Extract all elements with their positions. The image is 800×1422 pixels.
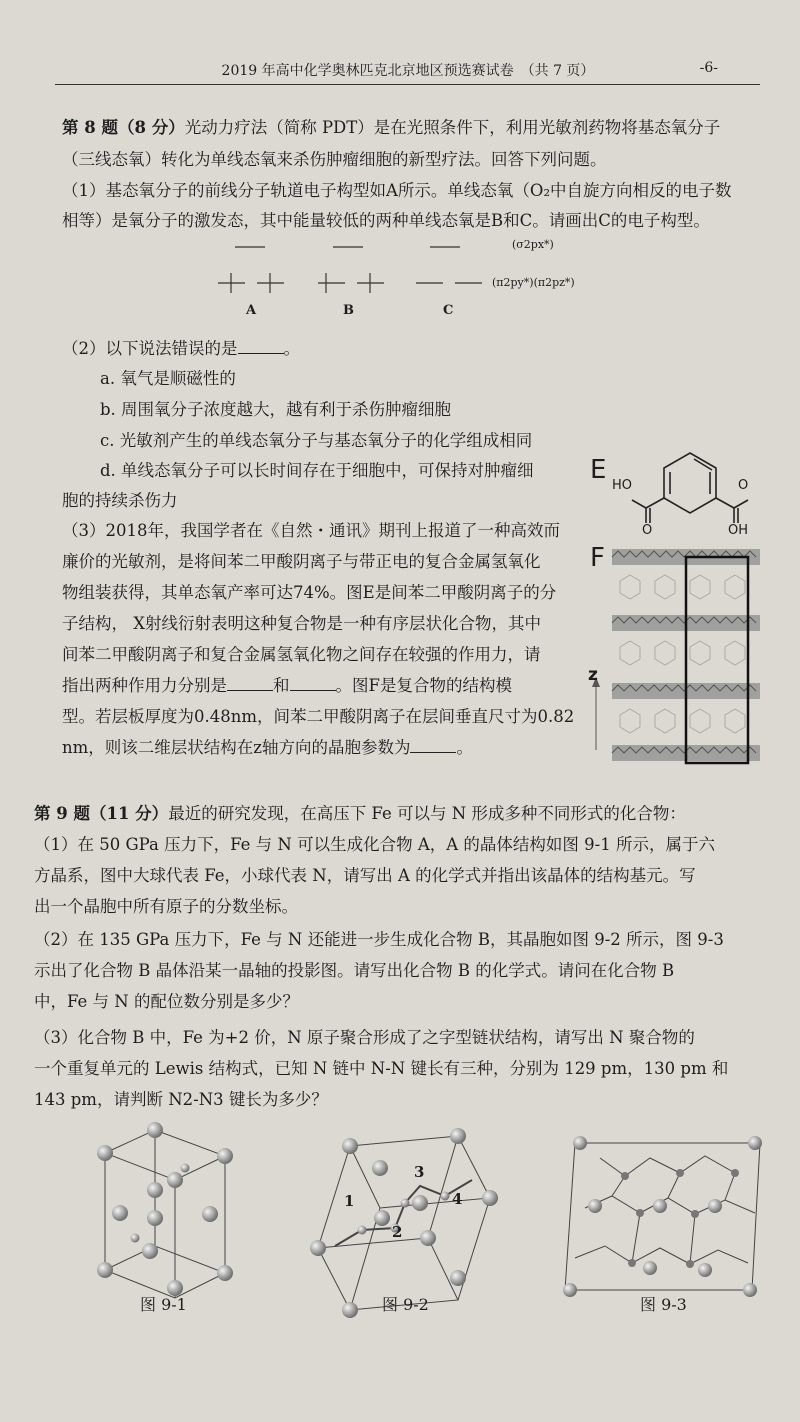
figure-caption-9-1: 图 9-1 bbox=[140, 1295, 187, 1314]
option-a: a. 氧气是顺磁性的 bbox=[100, 369, 236, 388]
q8-part3-line8: nm，则该二维层状结构在z轴方向的晶胞参数为 。 bbox=[62, 733, 473, 763]
page-number: -6- bbox=[699, 60, 718, 76]
q9-intro: 第 9 题（11 分）最近的研究发现，在高压下 Fe 可以与 N 形成多种不同形式的化合物： bbox=[34, 804, 686, 823]
q9-part1-line2: 方晶系，图中大球代表 Fe，小球代表 N，请写出 A 的化学式并指出该晶体的结构基元。写 bbox=[34, 866, 696, 885]
q9-part2-line1: （2）在 135 GPa 压力下，Fe 与 N 还能进一步生成化合物 B，其晶胞如图 9-2 所示，图 9-3 bbox=[34, 930, 724, 949]
q8-part3-line3: 物组装获得，其单态氧产率可达74%。图E是间苯二甲酸阴离子的分 bbox=[62, 583, 557, 602]
fig-e-atom-o1: O bbox=[642, 523, 653, 538]
figure-caption-9-2: 图 9-2 bbox=[382, 1295, 429, 1314]
q8-part3-line6: 指出两种作用力分别是 和 。图F是复合物的结构模 bbox=[62, 671, 512, 701]
q8-heading: 第 8 题（8 分） bbox=[62, 118, 185, 137]
option-c: c. 光敏剂产生的单线态氧分子与基态氧分子的化学组成相同 bbox=[100, 431, 533, 450]
layered-structure-model bbox=[0, 545, 800, 775]
option-d-cont: 胞的持续杀伤力 bbox=[62, 491, 178, 510]
diagram-label-c: C bbox=[443, 303, 454, 318]
q9-part2-line3: 中，Fe 与 N 的配位数分别是多少？ bbox=[34, 992, 299, 1011]
q9-part3-line2: 一个重复单元的 Lewis 结构式，已知 N 链中 N-N 键长有三种，分别为 129 pm，130 pm 和 bbox=[34, 1059, 729, 1078]
atom-number-4: 4 bbox=[452, 1190, 463, 1208]
option-d: d. 单线态氧分子可以长时间存在于细胞中，可保持对肿瘤细 bbox=[100, 461, 534, 480]
diagram-label-a: A bbox=[246, 303, 257, 318]
fig-f-label: F bbox=[590, 543, 605, 573]
diagram-label-b: B bbox=[343, 303, 354, 318]
q9-part1-line1: （1）在 50 GPa 压力下，Fe 与 N 可以生成化合物 A，A 的晶体结构如图 9-1 所示，属于六 bbox=[34, 835, 715, 854]
q9-part3-line1: （3）化合物 B 中，Fe 为+2 价，N 原子聚合形成了之字型链状结构，请写出 N 聚合物的 bbox=[34, 1028, 695, 1047]
atom-number-2: 2 bbox=[392, 1223, 403, 1241]
isophthalic-structure bbox=[0, 445, 800, 545]
fig-e-atom-oh: OH bbox=[728, 523, 749, 538]
q8-part2: （2）以下说法错误的是 。 bbox=[62, 334, 300, 364]
q8-part3-line1: （3）2018年，我国学者在《自然・通讯》期刊上报道了一种高效而 bbox=[62, 521, 560, 540]
atom-number-1: 1 bbox=[344, 1192, 355, 1210]
fig-e-label: E bbox=[590, 455, 607, 485]
orbital-top-label: (σ2px*) bbox=[512, 238, 554, 251]
q8-part1-line2: 相等）是氧分子的激发态，其中能量较低的两种单线态氧是B和C。请画出C的电子构型。 bbox=[62, 211, 710, 230]
fig-e-atom-o2: O bbox=[738, 478, 749, 493]
orbital-diagram bbox=[0, 235, 800, 335]
q8-part1-line1: （1）基态氧分子的前线分子轨道电子构型如A所示。单线态氧（O₂中自旋方向相反的电子数 bbox=[62, 181, 732, 200]
page-header bbox=[58, 60, 758, 82]
q8-part3-line5: 间苯二甲酸阴离子和复合金属氢氧化物之间存在较强的作用力，请 bbox=[62, 645, 541, 664]
q9-part2-line2: 示出了化合物 B 晶体沿某一晶轴的投影图。请写出化合物 B 的化学式。请问在化合物 B bbox=[34, 961, 675, 980]
q8-part3-line7: 型。若层板厚度为0.48nm，间苯二甲酸阴离子在层间垂直尺寸为0.82 bbox=[62, 707, 575, 726]
header-title: 2019 年高中化学奥林匹克北京地区预选赛试卷 （共 7 页） bbox=[221, 63, 595, 79]
q9-part1-line3: 出一个晶胞中所有原子的分数坐标。 bbox=[34, 897, 298, 916]
option-b: b. 周围氧分子浓度越大，越有利于杀伤肿瘤细胞 bbox=[100, 400, 452, 419]
q8-intro-line1: 第 8 题（8 分）光动力疗法（简称 PDT）是在光照条件下，利用光敏剂药物将基态氧分子 bbox=[62, 118, 721, 137]
q8-intro-line2: （三线态氧）转化为单线态氧来杀伤肿瘤细胞的新型疗法。回答下列问题。 bbox=[62, 150, 607, 169]
q8-part3-line2: 廉价的光敏剂，是将间苯二甲酸阴离子与带正电的复合金属氢氧化 bbox=[62, 552, 541, 571]
orbital-bottom-label: (π2py*)(π2pz*) bbox=[492, 276, 575, 289]
figure-caption-9-3: 图 9-3 bbox=[640, 1295, 687, 1314]
q8-part3-line4: 子结构， X射线衍射表明这种复合物是一种有序层状化合物，其中 bbox=[62, 614, 541, 633]
crystal-figures bbox=[0, 1118, 800, 1298]
fig-e-atom-ho: HO bbox=[612, 478, 633, 493]
answer-blank[interactable] bbox=[238, 335, 284, 354]
q9-heading: 第 9 题（11 分） bbox=[34, 804, 169, 823]
header-rule bbox=[55, 84, 760, 85]
atom-number-3: 3 bbox=[414, 1163, 425, 1181]
z-axis-label: z bbox=[588, 665, 598, 685]
q9-part3-line3: 143 pm，请判断 N2-N3 键长为多少？ bbox=[34, 1090, 328, 1109]
